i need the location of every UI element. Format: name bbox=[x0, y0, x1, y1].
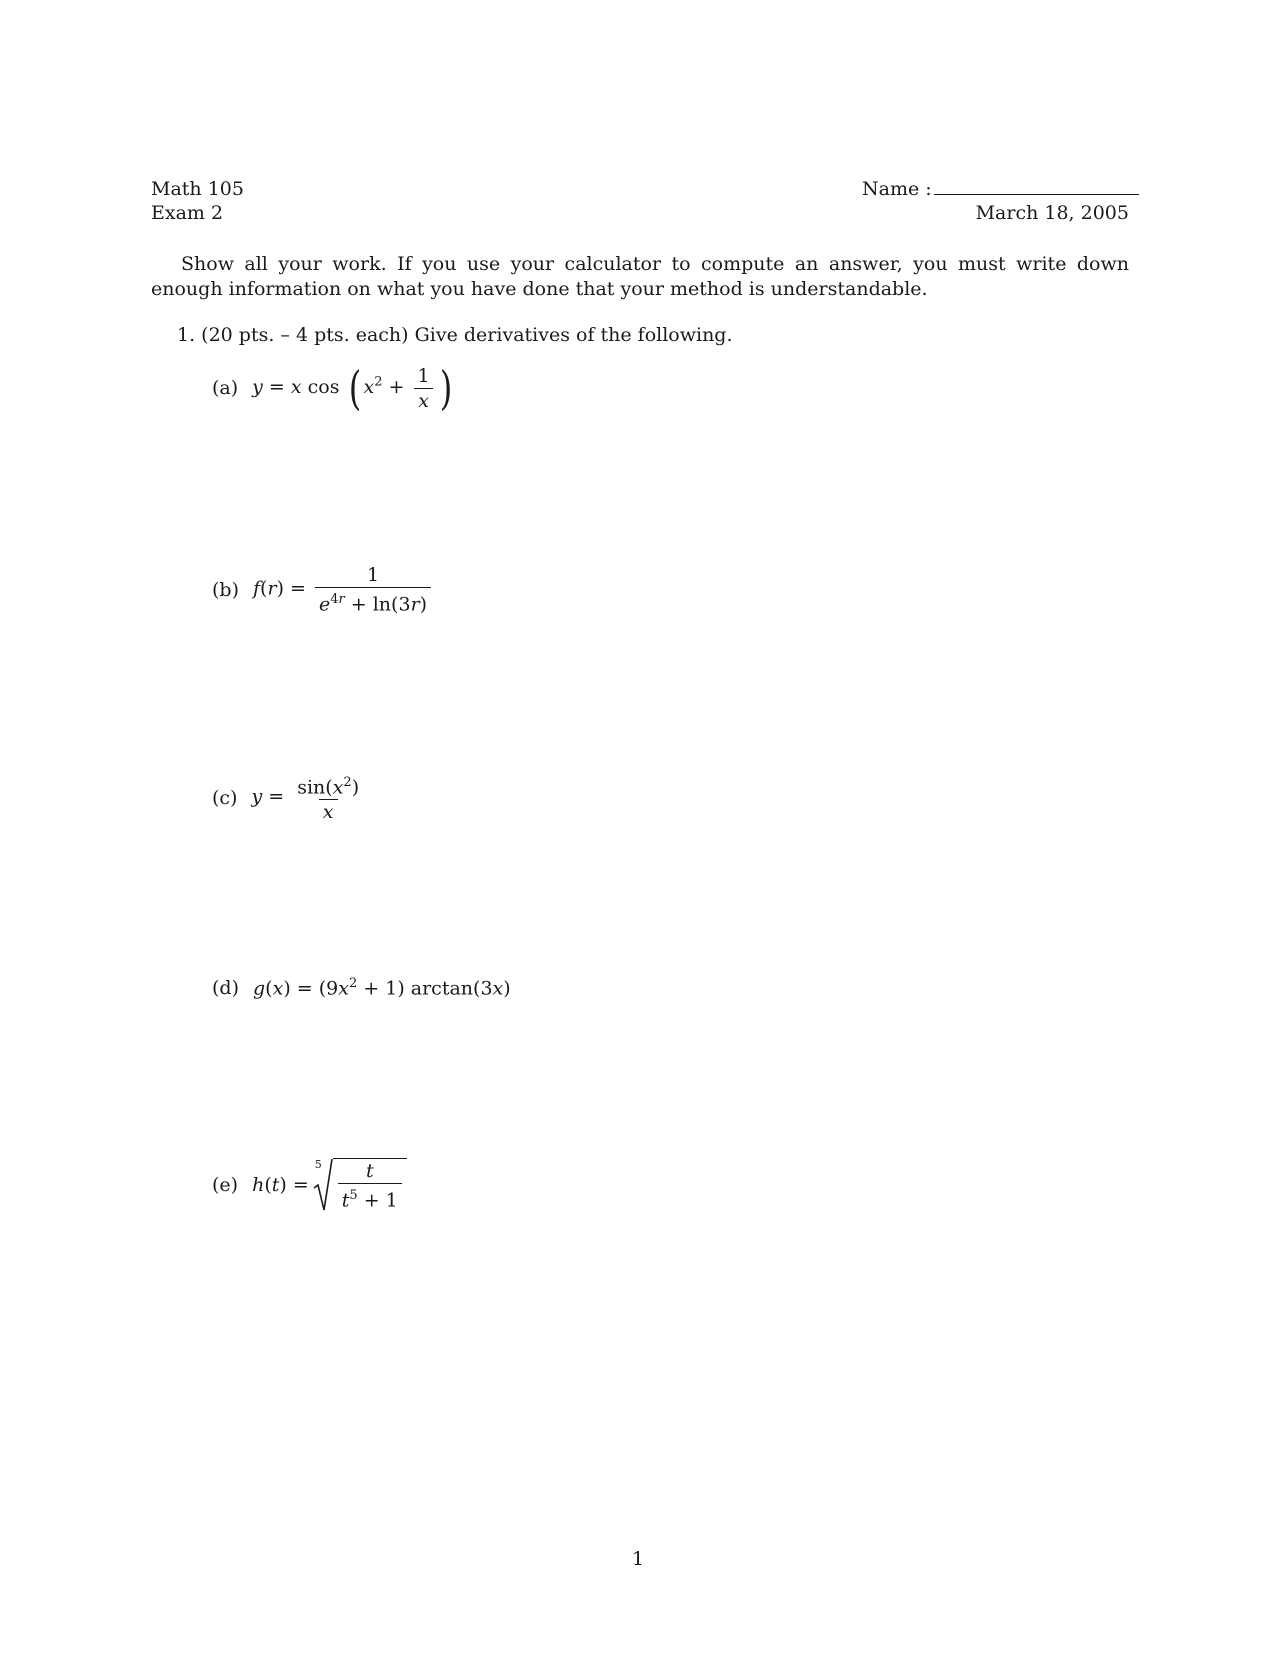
part-d bbox=[212, 976, 511, 999]
name-label: Name : bbox=[862, 178, 932, 200]
part-c-label: (c) bbox=[212, 786, 238, 809]
part-a-label: (a) bbox=[212, 377, 239, 399]
part-b-expression: f(r) = $\frac{1}{e^{4r} + \ln(3r)}$ bbox=[253, 565, 434, 614]
instructions: Show all your work. If you use your calculator to compute an answer, you must write down enough information on what you have done that your method is understandable. bbox=[151, 253, 1129, 300]
exam-date: March 18, 2005 bbox=[975, 202, 1129, 224]
name-field bbox=[862, 178, 1139, 200]
part-a bbox=[212, 361, 455, 415]
exam-name: Exam 2 bbox=[151, 202, 224, 224]
part-c bbox=[212, 773, 366, 822]
part-e-expression: h(t) = bbox=[252, 1174, 309, 1196]
part-c-expression: y = $\frac{\sin(x^2)}{x}$ bbox=[251, 775, 360, 824]
part-d-expression: $g(x) = (9x^2 + 1)$ arctan(3x) bbox=[253, 976, 511, 1000]
part-b bbox=[212, 565, 434, 614]
part-d-label: (d) bbox=[212, 976, 239, 999]
problem-1-header: 1. (20 pts. – 4 pts. each) Give derivatives of the following. bbox=[177, 324, 733, 346]
name-blank-line bbox=[934, 178, 1139, 195]
part-b-label: (b) bbox=[212, 578, 239, 601]
part-e-label: (e) bbox=[212, 1174, 239, 1196]
fifth-root: 5 $\frac{t}{t^5 + 1}$ bbox=[313, 1158, 407, 1212]
course-name: Math 105 bbox=[151, 178, 244, 200]
part-e bbox=[212, 1158, 407, 1212]
part-a-expression: y = x cos ( $x^2$ + $\frac{1}{x}$ ) bbox=[252, 361, 452, 415]
page-number: 1 bbox=[632, 1548, 645, 1570]
